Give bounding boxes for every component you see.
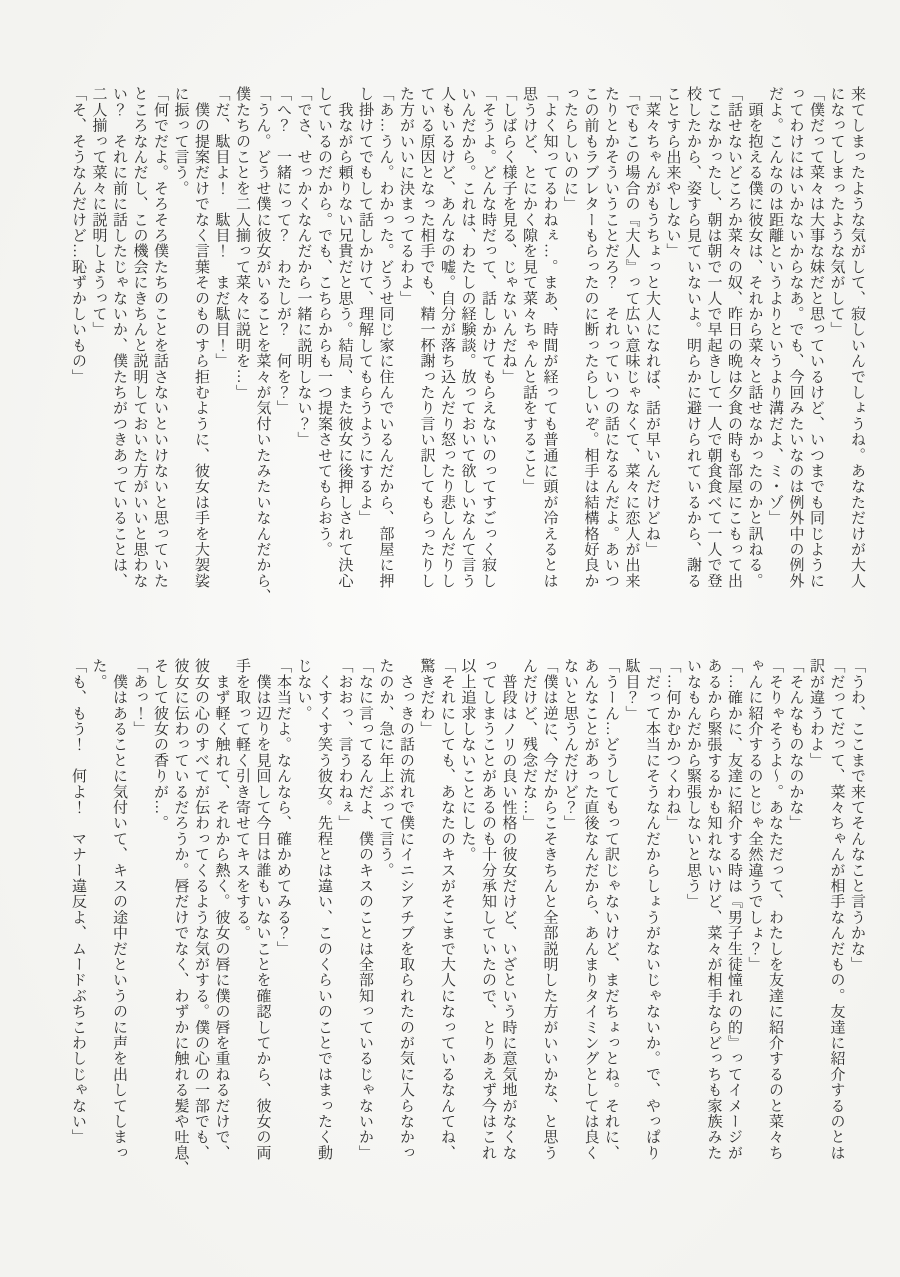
text-line: 「…何かむかつくわね」 <box>664 658 681 831</box>
text-line: 駄目？」 <box>623 658 640 721</box>
text-line: 「あっ！」 <box>131 658 148 737</box>
text-line: 「僕だって菜々は大事な妹だと思っているけど、いつまでも同じように <box>808 86 824 589</box>
text-line: 「だ、駄目よ！ 駄目！ まだ駄目！」 <box>213 86 230 369</box>
text-line: ことすら出来やしない」 <box>664 86 681 259</box>
text-line: 彼女に伝わっているだろうか。唇だけでなく、わずかに触れる髪や吐息、 <box>172 658 189 1177</box>
text-line: 「でもこの場合の『大人』って広い意味じゃなくて、菜々に恋人が出来 <box>623 86 640 589</box>
text-line: そして彼女の香りが…。 <box>152 658 168 831</box>
text-line: 「何でだよ。そろそろ僕たちのことを話さないといけないと思っていた <box>152 86 168 589</box>
text-line: さっきの話の流れで僕にイニシアチブを取られたのが気に入らなかっ <box>398 658 414 1161</box>
text-line: 「うん。どうせ僕に彼女がいることを菜々が気付いたみたいなんだから、 <box>254 86 271 605</box>
text-line: 校したから、姿すら見ていないよ。明らかに避けられているから、謝る <box>685 86 701 589</box>
text-line: この前もラブレターもらったのに断ったらしいぞ。相手は結構格好良か <box>582 86 599 589</box>
text-line: 僕は辺りを見回して今日は誰もいないことを確認してから、彼女の両 <box>254 658 271 1161</box>
text-line: いんだから。これは、わたしの経験談。放っておいて欲しいなんて言う <box>459 86 476 589</box>
text-line: ゃんに紹介するのとじゃ全然違うでしょ？」 <box>746 658 763 972</box>
text-line: 僕の提案だけでなく言葉そのものすら拒むように、彼女は手を大袈裟 <box>193 86 209 589</box>
text-line: だよ。こんなのは距離というよりというより溝だよ、ミ・ゾ」 <box>767 86 783 526</box>
text-block-top <box>68 86 868 610</box>
text-line: 僕たちのことを二人揃って菜々に説明を…」 <box>234 86 250 400</box>
text-line: 「そんなものなのかな」 <box>787 658 804 831</box>
text-line: じない。 <box>295 658 312 721</box>
text-line: 「それにしても、あなたのキスがそこまで大人になっているなんてね、 <box>439 658 455 1161</box>
text-line: 「菜々ちゃんがもうちょっと大人になれば、話が早いんだけどね」 <box>644 86 660 557</box>
text-line: あるから緊張するかも知れないけど、菜々が相手ならどっちも家族みた <box>705 658 722 1161</box>
text-line: 頭を抱える僕に彼女は、それから菜々と話せなかったのかと訊ねる。 <box>746 86 763 589</box>
text-line: 「だってだって、菜々ちゃんが相手なんだもの。友達に紹介するのとは <box>828 658 845 1161</box>
text-line: た。 <box>90 658 107 690</box>
text-line: 「そ、そうなんだけど…恥ずかしいもの」 <box>70 86 86 385</box>
text-line: 以上追求しないことにした。 <box>459 658 476 863</box>
text-line: ってわけにはいかないからなあ。でも、今回みたいなのは例外中の例外 <box>787 86 804 589</box>
text-line: 「うーん…どうしてもって訳じゃないけど、まだちょっとね。それに、 <box>603 658 619 1161</box>
text-line: 思うけど、とにかく隙を見て菜々ちゃんと話をすること」 <box>521 86 537 495</box>
text-line: んだけど、残念だな…」 <box>521 658 537 831</box>
text-line: 「なに言ってるんだよ、僕のキスのことは全部知っているじゃないか」 <box>357 658 373 1161</box>
text-line: ところなんだし、この機会にきちんと説明しておいた方がいいと思わな <box>131 86 148 589</box>
text-line: しているのだから。でも、こちらからも一つ提案させてもらおう。 <box>316 86 332 557</box>
text-line: い？ それに前に話したじゃないか、僕たちがつきあっていることは、 <box>111 86 127 589</box>
text-line: 「でさ、せっかくなんだから一緒に説明しない？」 <box>295 86 312 448</box>
text-line: た方がいいに決まってるわよ」 <box>398 86 414 306</box>
text-line: 我ながら頼りない兄貴だと思う。結局、また彼女に後押しされて決心 <box>336 86 353 589</box>
text-line: てこなかったし、朝は朝で一人で早起きして一人で朝食食べて一人で登 <box>705 86 722 589</box>
text-line: 彼女の心のすべてが伝わってくるような気がする。僕の心の一部でも、 <box>193 658 209 1161</box>
text-line: 「へ？ 一緒にって？ わたしが？ 何を？」 <box>275 86 291 416</box>
text-line: あんなことがあった直後なんだから、あんまりタイミングとしては良く <box>582 658 599 1161</box>
text-line: 「話せないどころか菜々の奴、昨日の晩は夕食の時も部屋にこもって出 <box>726 86 742 589</box>
text-line: 二人揃って菜々に説明しようって」 <box>90 86 107 338</box>
text-line: に振って言う。 <box>172 86 189 196</box>
text-line: 「本当だよ。なんなら、確かめてみる？」 <box>275 658 291 957</box>
text-line: ったらしいのに」 <box>562 86 578 212</box>
text-line: 来てしまったような気がして、寂しいんでしょうね。あなただけが大人 <box>849 86 865 589</box>
text-line: 「そうよ。どんな時だって、話しかけてもらえないのってすごっく寂し <box>480 86 496 589</box>
text-line: 手を取って軽く引き寄せてキスをする。 <box>234 658 250 941</box>
text-line: たのか、急に年上ぶって言う。 <box>377 658 394 878</box>
text-line: ないと思うんだけど？」 <box>562 658 578 831</box>
text-block-bottom <box>68 658 868 1182</box>
text-line: 「…確かに、友達に紹介する時は『男子生徒憧れの的』ってイメージが <box>726 658 742 1161</box>
text-line: 「そりゃそうよ〜。あなただって、わたしを友達に紹介するのと菜々ち <box>767 658 783 1161</box>
text-line: 人もいるけど、あんなの嘘。自分が落ち込んだり怒ったり悲しんだりし <box>439 86 455 589</box>
text-line: 「僕は逆に、今だからこそきちんと全部説明した方がいいかな、と思う <box>541 658 558 1161</box>
text-line: 「も、もう！ 何よ！ マナー違反よ、ムードぶちこわしじゃない」 <box>70 658 86 1145</box>
text-line: ている原因となった相手でも、精一杯謝ったり言い訳してもらったりし <box>418 86 435 589</box>
text-line: 「うわ、ここまで来てそんなこと言うかな」 <box>849 658 865 972</box>
text-line: 「だって本当にそうなんだからしょうがないじゃないか。で、やっぱり <box>644 658 660 1161</box>
text-line: 「おおっ、言うわねぇ」 <box>336 658 353 831</box>
text-line: まず軽く触れて、それから熱く。彼女の唇に僕の唇を重ねるだけで、 <box>213 658 230 1161</box>
text-line: くすくす笑う彼女。先程とは違い、このくらいのことではまったく動 <box>316 658 332 1161</box>
text-line: たりとかそういうことだろ？ それっていつの話になるんだよ。あいつ <box>603 86 619 589</box>
text-line: 「よく知ってるわねぇ…。まあ、時間が経っても普通に頭が冷えるとは <box>541 86 558 589</box>
text-line: 訳が違うわよ」 <box>808 658 824 768</box>
text-line: になってしまったような気がして」 <box>828 86 845 338</box>
text-line: いなもんだから緊張しないと思う」 <box>685 658 701 910</box>
text-line: し掛けてでもして話しかけて、理解してもらうようにするよ」 <box>357 86 373 526</box>
text-line: 普段はノリの良い性格の彼女だけど、いざという時に意気地がなくな <box>500 658 517 1161</box>
text-line: ってしまうことがあるのも十分承知していたので、とりあえず今はこれ <box>480 658 496 1161</box>
text-line: 「しばらく様子を見る、じゃないんだね」 <box>500 86 517 385</box>
text-line: 驚きだわ」 <box>418 658 435 737</box>
text-line: 僕はあることに気付いて、キスの途中だというのに声を出してしまっ <box>111 658 127 1161</box>
text-line: 「あ…うん。わかった。どうせ同じ家に住んでいるんだから、部屋に押 <box>377 86 394 589</box>
